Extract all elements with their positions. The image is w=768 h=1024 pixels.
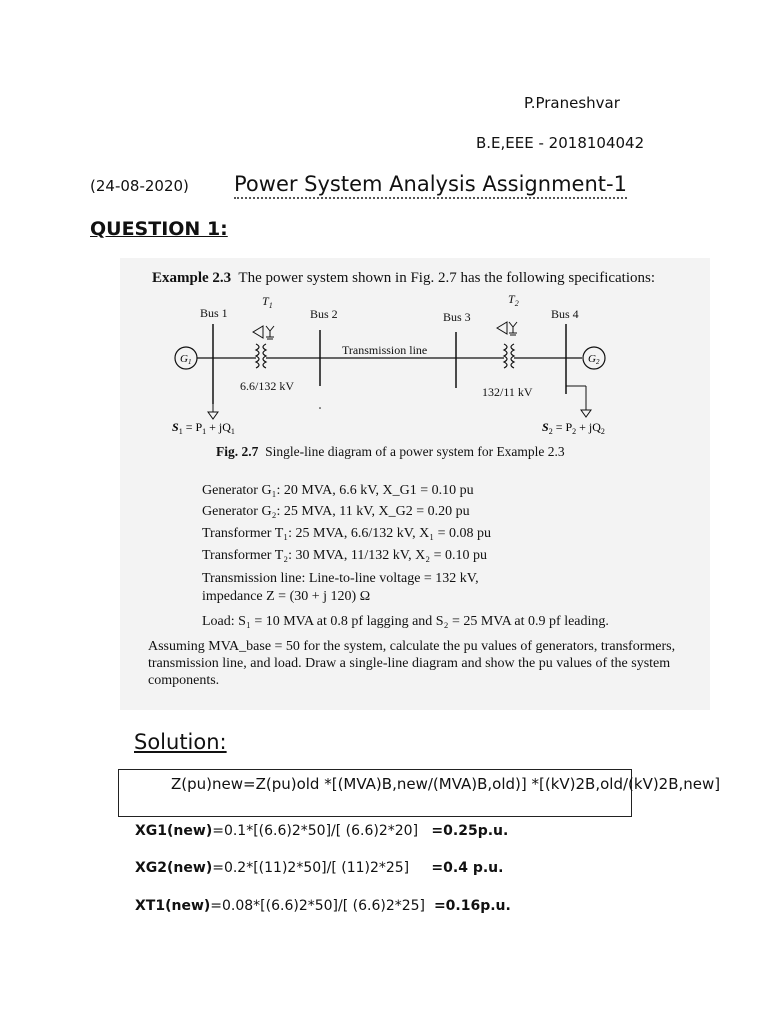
formula-box	[118, 769, 721, 817]
spec-line: Transmission line: Line-to-line voltage = 132 kV,	[202, 571, 479, 586]
bus1-label: Bus 1	[200, 306, 228, 320]
figure-caption-text: Single-line diagram of a power system for Example 2.3	[265, 444, 565, 459]
t2-wye-ground-icon	[509, 322, 517, 335]
calc-result: =0.25p.u.	[431, 823, 509, 839]
transformer-t2-secondary	[511, 344, 514, 368]
example-heading	[152, 270, 655, 287]
calc-xg1	[135, 823, 508, 839]
calc-label: XG1(new)	[135, 823, 213, 839]
g1-label: G1	[180, 353, 192, 366]
calc-label: XT1(new)	[135, 898, 211, 914]
solution-heading: Solution:	[134, 730, 227, 754]
document-title: Power System Analysis Assignment-1	[234, 171, 627, 199]
question-heading: QUESTION 1:	[90, 218, 228, 240]
t1-rating: 6.6/132 kV	[240, 379, 294, 393]
bus4-label: Bus 4	[551, 307, 579, 321]
author-name: P.Praneshvar	[524, 94, 620, 112]
transformer-t1-primary	[256, 344, 259, 368]
transformer-t2-primary	[504, 344, 507, 368]
single-line-diagram	[120, 288, 710, 468]
figure-caption	[216, 444, 565, 460]
bus3-label: Bus 3	[443, 310, 471, 324]
calc-expression: =0.1*[(6.6)2*50]/[ (6.6)2*20]	[212, 823, 419, 839]
t1-label: $T_1$	[262, 294, 273, 310]
t1-wye-ground-icon	[266, 326, 274, 339]
calc-xg2	[135, 860, 503, 876]
load-s2-label: $S_2 = P_2 + jQ_2$	[542, 420, 605, 436]
t2-label: $T_2$	[508, 292, 519, 308]
example-text: The power system shown in Fig. 2.7 has the following specifications:	[238, 270, 656, 286]
spec-line: Transformer T₂: 30 MVA, 11/132 kV, X₂ = 0.10 pu	[202, 548, 487, 563]
spec-line: Generator G₁: 20 MVA, 6.6 kV, X_G1 = 0.10 pu	[202, 483, 474, 498]
transmission-line-label: Transmission line	[342, 343, 428, 357]
assignment-date: (24-08-2020)	[90, 177, 189, 195]
calc-label: XG2(new)	[135, 860, 213, 876]
spec-line: Load: S₁ = 10 MVA at 0.8 pf lagging and S₂ = 25 MVA at 0.9 pf leading.	[202, 614, 609, 629]
load-s1-label: $S_1 = P_1 + jQ_1$	[172, 420, 235, 436]
spec-line: Transformer T₁: 25 MVA, 6.6/132 kV, X₁ = 0.08 pu	[202, 526, 491, 541]
spec-line: Generator G₂: 25 MVA, 11 kV, X_G2 = 0.20 pu	[202, 504, 470, 519]
bus2-label: Bus 2	[310, 307, 338, 321]
calc-expression: =0.08*[(6.6)2*50]/[ (6.6)2*25]	[210, 898, 426, 914]
t2-rating: 132/11 kV	[482, 385, 533, 399]
textbook-scan	[120, 258, 710, 710]
base-change-formula: Z(pu)new=Z(pu)old *[(MVA)B,new/(MVA)B,old)] *[(kV)2B,old/(kV)2B,new]	[171, 775, 721, 793]
t2-delta-icon	[497, 322, 507, 334]
calc-xt1	[135, 898, 511, 914]
figure-label: Fig. 2.7	[216, 444, 259, 459]
g2-label: G2	[588, 353, 600, 366]
calc-result: =0.16p.u.	[433, 898, 511, 914]
example-label: Example 2.3	[152, 270, 232, 286]
spec-line: impedance Z = (30 + j 120) Ω	[202, 589, 371, 604]
t1-delta-icon	[253, 326, 263, 338]
calc-result: =0.4 p.u.	[431, 860, 504, 876]
registration-number: B.E,EEE - 2018104042	[476, 134, 645, 152]
calc-expression: =0.2*[(11)2*50]/[ (11)2*25]	[212, 860, 410, 876]
transformer-t1-secondary	[263, 344, 266, 368]
problem-statement: Assuming MVA_base = 50 for the system, calculate the pu values of generators, transformers, transmission line, and load. Draw a single-line diagram and show the pu values of the system components.	[148, 639, 676, 688]
load-s1-arrow	[208, 412, 218, 419]
load-s2-arrow	[581, 410, 591, 417]
